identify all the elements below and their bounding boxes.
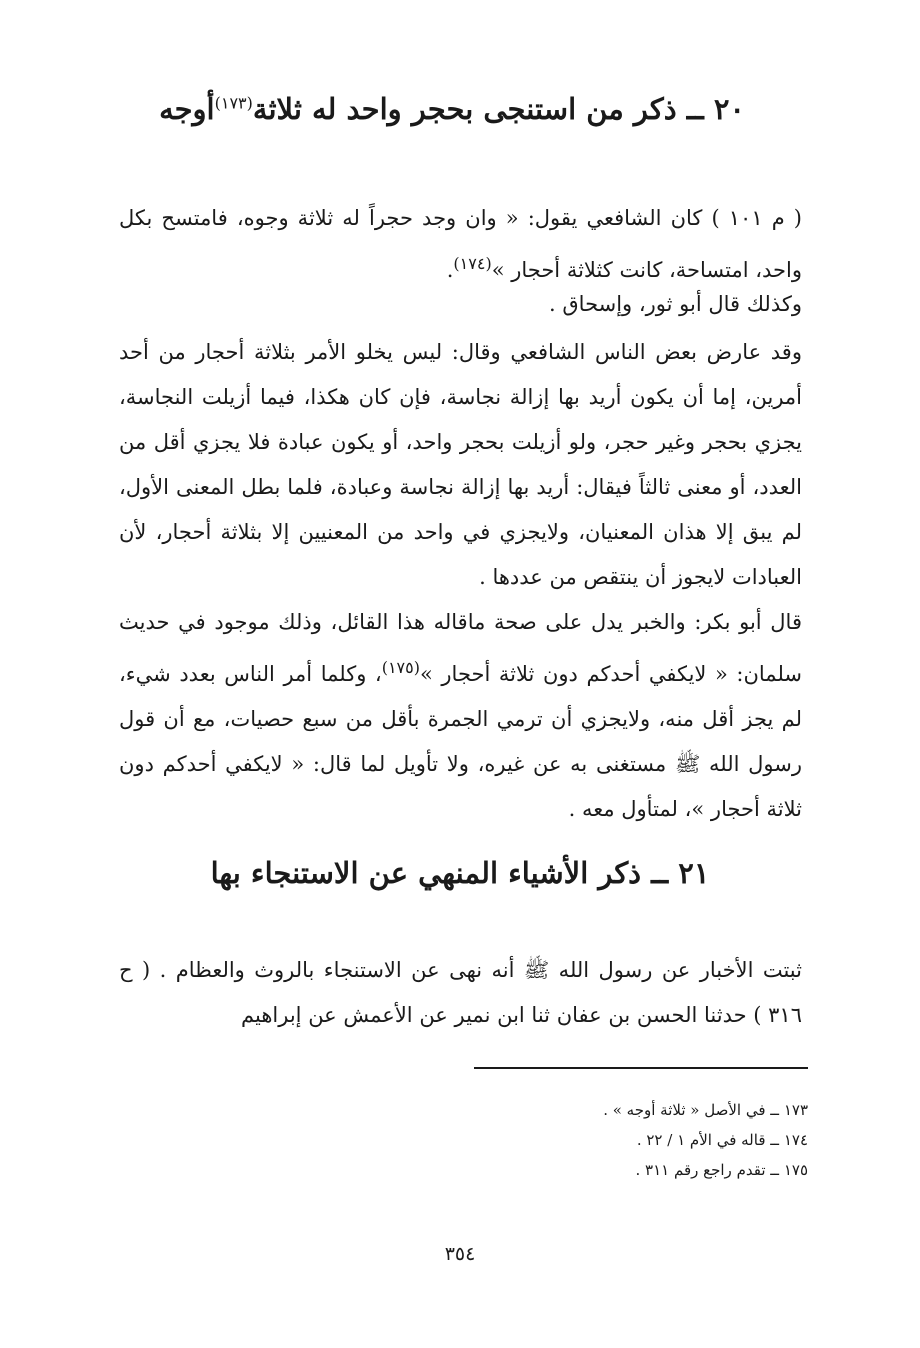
- footnote-175: ١٧٥ ــ تقدم راجع رقم ٣١١ .: [635, 1161, 808, 1179]
- footnote-divider: [474, 1067, 808, 1069]
- footnote-ref-174[interactable]: (١٧٤): [453, 254, 492, 273]
- footnote-ref-173[interactable]: (١٧٣): [214, 93, 253, 113]
- paragraph-1-end: .: [446, 258, 454, 282]
- page-number: ٣٥٤: [444, 1243, 476, 1265]
- paragraph-abu-thawr: وكذلك قال أبو ثور، وإسحاق .: [549, 292, 802, 316]
- paragraph-abu-bakr: [119, 600, 802, 832]
- paragraph-4-text: قال أبو بكر: والخبر يدل على صحة ماقاله هذا القائل، وذلك موجود في حديث سلمان: « لايكفي أحدكم دون ثلاثة أحجار »: [119, 610, 802, 686]
- paragraph-prohibited-items: ثبتت الأخبار عن رسول الله ﷺ أنه نهى عن الاستنجاء بالروث والعظام . ( ح ٣١٦ ) حدثنا الحسن بن عفان ثنا ابن نمير عن الأعمش عن إبراهيم: [119, 958, 802, 1027]
- paragraph-objection: وقد عارض بعض الناس الشافعي وقال: ليس يخلو الأمر بثلاثة أحجار من أحد أمرين، إما أن يكون أريد بها إزالة نجاسة، فإن كان هكذا، فيما أزيلت النجاسة، يجزي بحجر وغير حجر، ولو أزيلت بحجر واحد، أو يكون عبادة فلا يجزي أقل من العدد، أو معنى ثالثاً فيقال: أريد بها إزالة نجاسة وعبادة، فلما بطل المعنى الأول، لم يبق إلا هذان المعنيان، ولايجزي في واحد من المعنيين إلا بثلاثة أحجار، لأن العبادات لايجوز أن ينتقص من عددها .: [119, 340, 802, 589]
- paragraph-1-text: ( م ١٠١ ) كان الشافعي يقول: « وان وجد حجراً له ثلاثة وجوه، فامتسح بكل واحد، امتساحة، كانت كثلاثة أحجار »: [119, 206, 803, 282]
- footnote-173: ١٧٣ ــ في الأصل « ثلاثة أوجه » .: [603, 1101, 808, 1119]
- paragraph-shafii-quote: [119, 196, 802, 293]
- footnote-ref-175[interactable]: (١٧٥): [381, 658, 420, 677]
- section-21-heading: ٢١ ــ ذكر الأشياء المنهي عن الاستنجاء بها: [210, 856, 710, 890]
- section-20-heading-text: ٢٠ ــ ذكر من استنجى بحجر واحد له ثلاثة: [252, 92, 745, 126]
- footnote-174: ١٧٤ ــ قاله في الأم ١ / ٢٢ .: [636, 1131, 808, 1149]
- section-20-heading: [159, 92, 745, 126]
- footnotes: [388, 1095, 808, 1185]
- paragraph-4-end: ، وكلما أمر الناس بعدد شيء، لم يجز أقل منه، ولايجزي أن ترمي الجمرة بأقل من سبع حصيات، مع أن قول رسول الله ﷺ مستغنى به عن غيره، ولا تأويل لما قال: « لايكفي أحدكم دون ثلاثة أحجار »، لمتأول معه .: [119, 662, 802, 821]
- section-20-heading-end: أوجه: [159, 92, 215, 126]
